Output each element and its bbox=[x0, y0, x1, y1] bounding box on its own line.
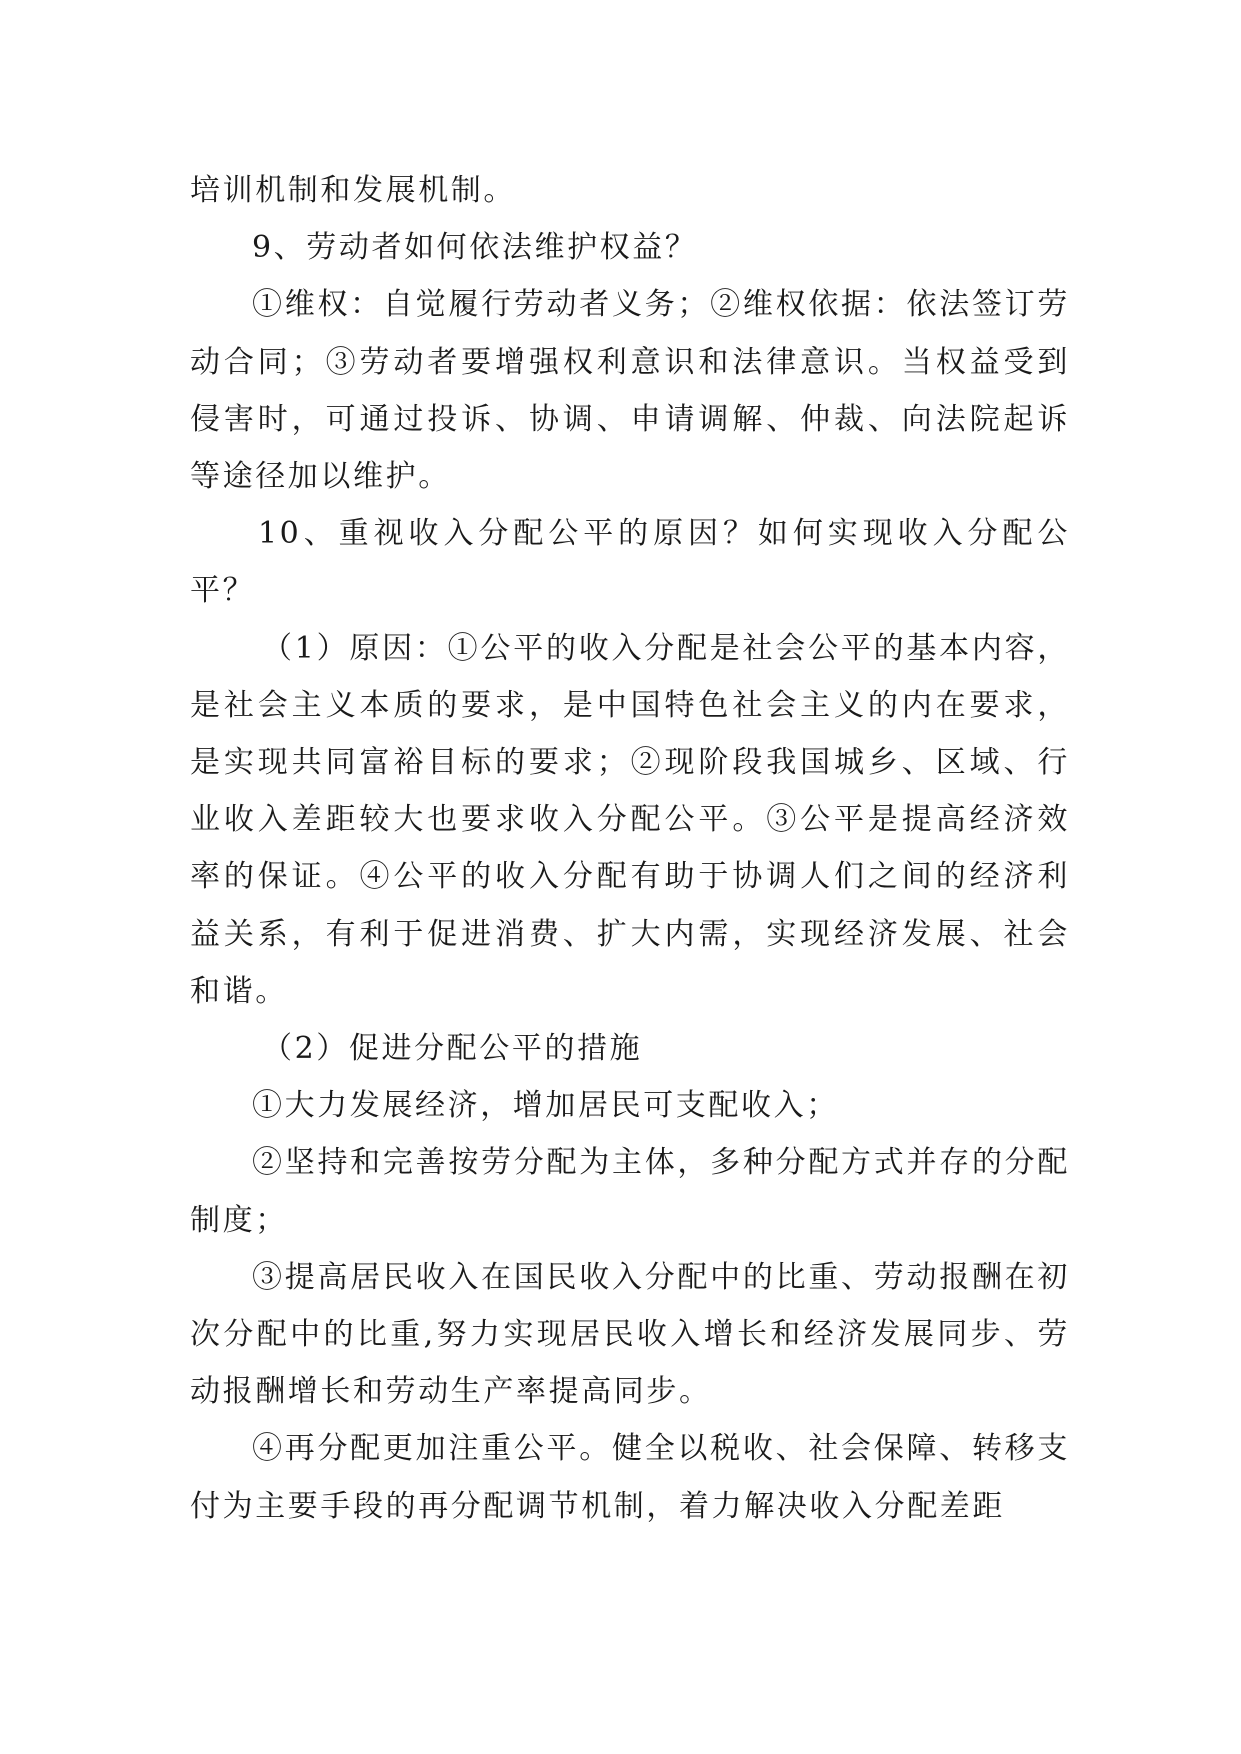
question-9-heading: 9、劳动者如何依法维护权益？ bbox=[252, 230, 698, 266]
body-text bbox=[190, 162, 1070, 1535]
measure-2: ②坚持和完善按劳分配为主体，多种分配方式并存的分配制度； bbox=[190, 1145, 1070, 1238]
answer-10-reasons: （1）原因：①公平的收入分配是社会公平的基本内容，是社会主义本质的要求，是中国特色社会主义的内在要求，是实现共同富裕目标的要求；②现阶段我国城乡、区域、行业收入差距较大也要求收入分配公平。③公平是提高经济效率的保证。④公平的收入分配有助于协调人们之间的经济利益关系，有利于促进消费、扩大内需，实现经济发展、社会和谐。 bbox=[190, 630, 1070, 1009]
measure-1: ①大力发展经济，增加居民可支配收入； bbox=[252, 1088, 839, 1124]
measure-3: ③提高居民收入在国民收入分配中的比重、劳动报酬在初次分配中的比重,努力实现居民收入增长和经济发展同步、劳动报酬增长和劳动生产率提高同步。 bbox=[190, 1259, 1070, 1410]
question-10-heading: 10、重视收入分配公平的原因？如何实现收入分配公平？ bbox=[190, 516, 1070, 609]
measure-4: ④再分配更加注重公平。健全以税收、社会保障、转移支付为主要手段的再分配调节机制，着力解决收入分配差距 bbox=[190, 1431, 1070, 1524]
paragraph-continuation: 培训机制和发展机制。 bbox=[190, 173, 516, 208]
answer-10-measures-heading: （2）促进分配公平的措施 bbox=[262, 1031, 643, 1067]
answer-9: ①维权：自觉履行劳动者义务；②维权依据：依法签订劳动合同；③劳动者要增强权利意识和法律意识。当权益受到侵害时，可通过投诉、协调、申请调解、仲裁、向法院起诉等途径加以维护。 bbox=[190, 287, 1070, 495]
